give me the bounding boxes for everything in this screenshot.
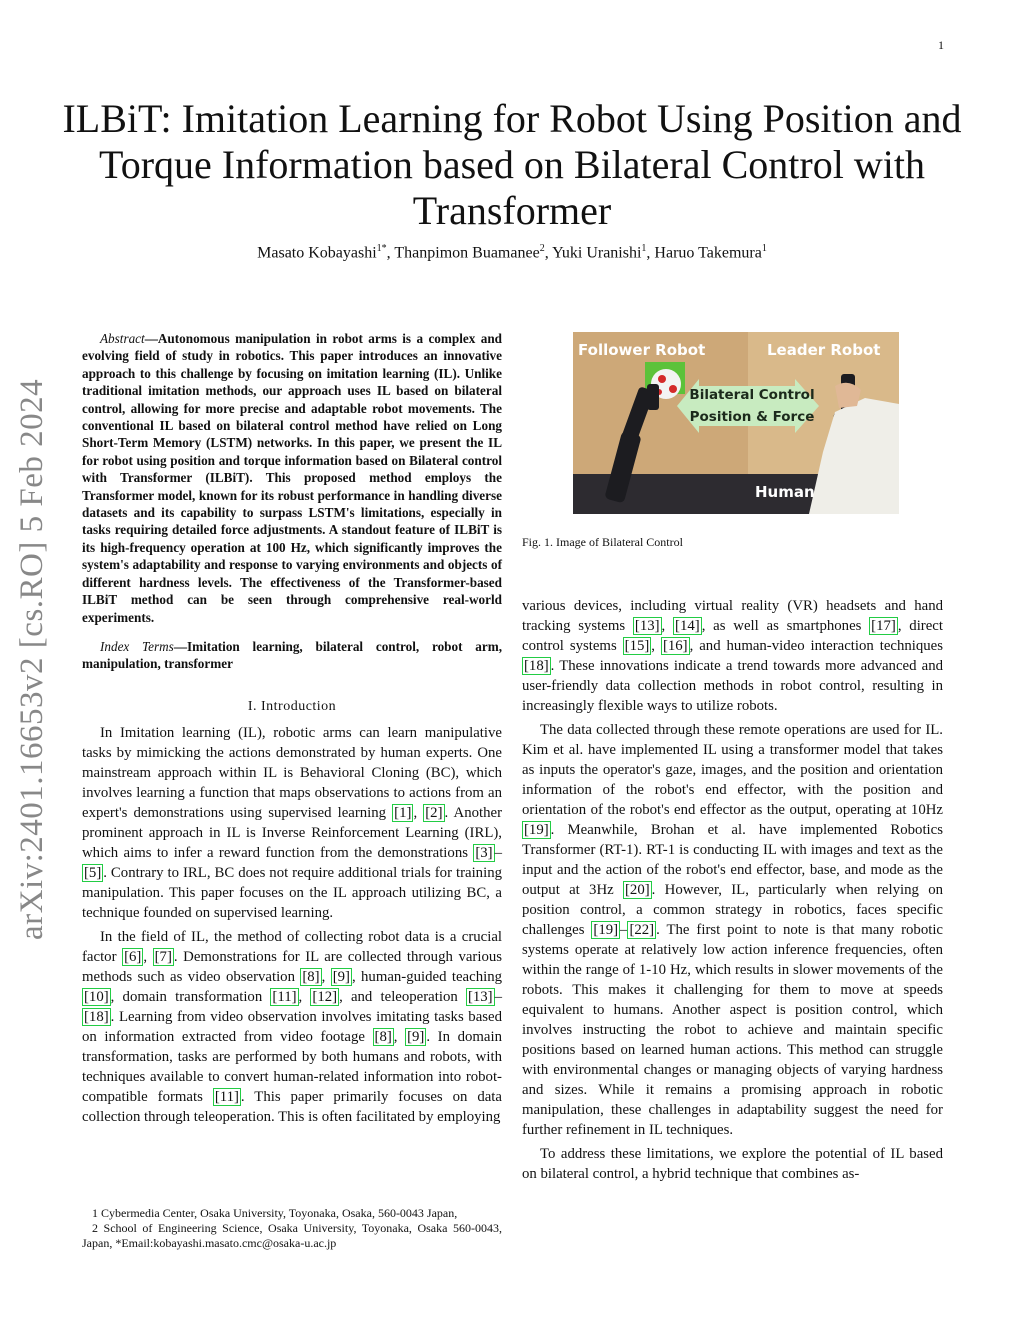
citation-link[interactable]: [19] [524, 822, 549, 838]
citation-link[interactable]: [11] [272, 988, 297, 1005]
author-name: Haruo Takemura [654, 244, 762, 262]
figure-bilateral-control [573, 332, 899, 514]
body-paragraph: The data collected through these remote operations are used for IL. Kim et al. have implemented IL using a transformer model that takes as inputs the operator's gaze, images, and the position and orientation information of the robot's end effector, with the position and orientation of the robot's end effector as the output, operating at 10Hz [19] . Meanwhile, Brohan et al. have implemented Robotics Transformer (RT-1). RT-1 is conducting IL with images and text as the input and the action of the robot's end effector, base, and mode as the output at 3Hz [20] . However, IL, particularly when relying on position control, a common strategy in robotics, faces specific challenges [19] – [22] . The first point to note is that many robotic systems operate at relatively low action inference frequencies, often within the range of 1-10 Hz, which results in slower movements of the robots. This makes it challenging for them to move at speeds equivalent to humans. Another aspect is position control, which involves instructing the robot to achieve and maintain specific positions based on learned human actions. This method can struggle with environmental changes or managing objects of varying hardness and sizes. While it remains a promising approach in robotic manipulation, these challenges in adaptability suggest the need for further refinement in IL techniques. [522, 722, 944, 1138]
abstract [82, 330, 502, 626]
author-name: Masato Kobayashi [257, 244, 377, 262]
right-column [522, 332, 943, 1188]
citation-link[interactable]: [14] [675, 618, 700, 634]
citation-link[interactable]: [20] [625, 882, 650, 898]
citation-link[interactable]: [12] [312, 988, 338, 1005]
arrow-label-line-2: Position & Force [689, 409, 815, 425]
author-name: Yuki Uranishi [552, 244, 642, 262]
citation-link[interactable]: [8] [302, 968, 320, 985]
soccer-ball-patch-1 [658, 375, 666, 383]
citation-link[interactable]: [18] [84, 1008, 109, 1025]
body-paragraph: various devices, including virtual reality (VR) headsets and hand tracking systems [13] , [14] , as well as smartphones [17] , direct control systems [15] , [16] , and human-video interaction techniques [18] . These innovations indicate a trend towards more advanced and user-friendly data collection methods in robot control, resulting in increasingly flexible ways to utilize robots. [522, 598, 943, 714]
footnotes [82, 1206, 502, 1251]
footnote-2: 2 School of Engineering Science, Osaka University, Toyonaka, Osaka 560-0043, Japan, *Email:kobayashi.masato.cmc@osaka-u.ac.jp [82, 1221, 502, 1250]
left-body [82, 723, 502, 1127]
citation-link[interactable]: [16] [662, 638, 688, 654]
right-body [522, 596, 943, 1184]
citation-link[interactable]: [5] [84, 864, 102, 881]
author-list: Masato Kobayashi$^{1*}$, Thanpimon Buamanee$^2$, Yuki Uranishi$^1$, Haruo Takemura$^1$ [257, 243, 767, 262]
citation-link[interactable]: [8] [374, 1028, 392, 1045]
body-paragraph: In Imitation learning (IL), robotic arms can learn manipulative tasks by mimicking the actions demonstrated by human experts. One mainstream approach within IL is Behavioral Cloning (BC), which involves learning a function that maps observations to actions from an expert's demonstrations using supervised learning [1] , [2] . Another prominent approach in IL is Inverse Reinforcement Learning (IRL), which aims to infer a reward function from the demonstrations [3] –[5] . Contrary to IRL, BC does not require additional trials for training manipulation. This paper focuses on the IL approach utilizing BC, a technique founded on supervised learning. [82, 724, 502, 921]
citation-link[interactable]: [3] [475, 844, 493, 861]
citation-link[interactable]: [9] [332, 968, 350, 985]
page-number: 1 [938, 38, 944, 52]
arxiv-stamp: arXiv:2401.16653v2 [cs.RO] 5 Feb 2024 [14, 378, 50, 940]
body-paragraph: To address these limitations, we explore the potential of IL based on bilateral control, a hybrid technique that combines as- [522, 1146, 943, 1182]
section-heading-introduction: I. Introduction [247, 698, 337, 714]
abstract-label: Abstract [100, 331, 145, 346]
left-column [82, 330, 502, 1131]
citation-link[interactable]: [13] [467, 988, 493, 1005]
author-affiliation-mark: 1* [376, 243, 387, 254]
leader-robot-label: Leader Robot [767, 341, 881, 359]
index-terms-text: —Imitation learning, bilateral control, robot arm, manipulation, transformer [82, 638, 502, 672]
citation-link[interactable]: [13] [634, 618, 660, 634]
citation-link[interactable]: [7] [154, 948, 172, 965]
citation-link[interactable]: [18] [524, 658, 549, 674]
soccer-ball-patch-2 [669, 385, 677, 393]
follower-robot-label: Follower Robot [578, 341, 706, 359]
bilateral-arrow-label [685, 384, 819, 428]
citation-link[interactable]: [9] [407, 1028, 425, 1045]
abstract-text: —Autonomous manipulation in robot arms is a complex and evolving field of study in robotics. This paper introduces an innovative approach to this challenge by focusing on imitation learning (IL). Unlike traditional imitation methods, our approach uses IL based on bilateral control, allowing for more precise and adaptable robot movements. The conventional IL based on bilateral control method have relied on Long Short-Term Memory (LSTM) networks. In this paper, we present the IL for robot using position and torque information based on Bilateral control with Transformer (ILBiT). This proposed method employs the Transformer model, known for its robust performance in handling diverse datasets and its capability to surpass LSTM's limitations, especially in tasks requiring detailed force adjustments. A standout feature of ILBiT is its high-frequency operation at 100 Hz, which significantly improves the system's adaptability and response to varying environments and objects of different hardness levels. The effectiveness of the Transformer-based ILBiT method can be seen through comprehensive real-world experiments. [82, 331, 502, 625]
index-terms-label: Index Terms [100, 638, 174, 654]
author-affiliation-mark: 1 [641, 243, 647, 254]
citation-link[interactable]: [15] [624, 638, 650, 654]
author-affiliation-mark: 2 [539, 243, 545, 254]
footnote-1: 1 Cybermedia Center, Osaka University, Toyonaka, Osaka, 560-0043 Japan, [92, 1206, 458, 1220]
citation-link[interactable]: [19] [593, 922, 619, 938]
citation-link[interactable]: [1] [394, 804, 412, 821]
citation-link[interactable]: [2] [425, 804, 443, 821]
citation-link[interactable]: [11] [214, 1088, 239, 1105]
citation-link[interactable]: [10] [84, 988, 109, 1005]
arrow-label-line-1: Bilateral Control [689, 387, 815, 403]
paper-title: ILBiT: Imitation Learning for Robot Using Position and Torque Information based on Bilateral Control with Transformer [62, 96, 962, 233]
index-terms [82, 638, 502, 673]
citation-link[interactable]: [17] [871, 618, 896, 634]
citation-link[interactable]: [22] [629, 922, 655, 938]
human-label: Human [755, 483, 815, 501]
figure-caption: Fig. 1. Image of Bilateral Control [522, 535, 683, 549]
body-paragraph: In the field of IL, the method of collecting robot data is a crucial factor [6] , [7] . Demonstrations for IL are collected through various methods such as video observation [8] , [9] , human-guided teaching [10] , domain transformation [11] , [12] , and teleoperation [13] –[18] . Learning from video observation involves imitating tasks based on information extracted from video footage [8] , [9] . In domain transformation, tasks are performed by both humans and robots, with techniques available to convert human-related information into robot-compatible formats [11] . This paper primarily focuses on data collection through teleoperation. This is often facilitated by employing [82, 928, 502, 1125]
citation-link[interactable]: [6] [124, 948, 142, 965]
author-name: Thanpimon Buamanee [394, 244, 540, 262]
author-affiliation-mark: 1 [761, 243, 767, 254]
